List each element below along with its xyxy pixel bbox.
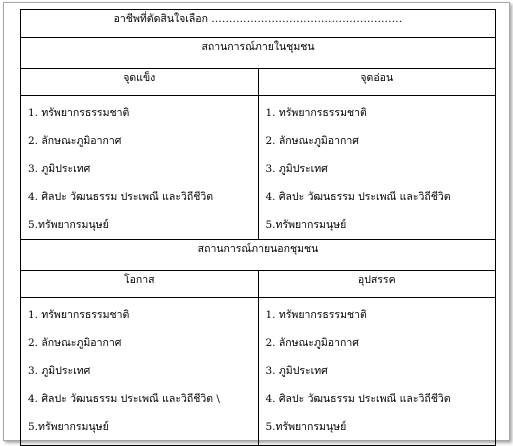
opportunities-heading: โอกาส xyxy=(21,271,259,298)
internal-headings-row xyxy=(21,69,496,96)
weaknesses-list-cell xyxy=(258,96,496,240)
threats-list-cell xyxy=(258,298,496,446)
list-item: 5.ทรัพยากรมนุษย์ xyxy=(265,219,347,231)
list-item: 1. ทรัพยากรธรรมชาติ xyxy=(28,107,130,119)
list-item: 5.ทรัพยากรมนุษย์ xyxy=(28,219,109,231)
threats-list xyxy=(259,298,496,445)
list-item: 4. ศิลปะ วัฒนธรรม ประเพณี และวิถีชีวิต xyxy=(265,191,451,203)
list-item: 3. ภูมิประเทศ xyxy=(28,163,91,175)
list-item: 2. ลักษณะภูมิอากาศ xyxy=(265,135,359,147)
occupation-label: อาชีพที่ตัดสินใจเลือก xyxy=(113,13,208,25)
internal-section-row xyxy=(21,38,496,69)
internal-lists-row xyxy=(21,96,496,240)
list-item: 4. ศิลปะ วัฒนธรรม ประเพณี และวิถีชีวิต xyxy=(28,191,214,203)
list-item: 5.ทรัพยากรมนุษย์ xyxy=(265,421,347,433)
occupation-cell xyxy=(21,10,496,38)
internal-section-title: สถานการณ์ภายในชุมชน xyxy=(21,38,496,69)
strengths-heading: จุดแข็ง xyxy=(21,69,259,96)
list-item: 3. ภูมิประเทศ xyxy=(265,163,328,175)
external-headings-row xyxy=(21,271,496,298)
opportunities-list-cell xyxy=(21,298,259,446)
list-item: 5.ทรัพยากรมนุษย์ xyxy=(28,421,109,433)
list-item: 4. ศิลปะ วัฒนธรรม ประเพณี และวิถีชีวิต \ xyxy=(28,393,220,405)
list-item: 1. ทรัพยากรธรรมชาติ xyxy=(265,107,367,119)
weaknesses-list xyxy=(259,96,496,239)
list-item: 3. ภูมิประเทศ xyxy=(265,365,328,377)
list-item: 1. ทรัพยากรธรรมชาติ xyxy=(265,309,367,321)
strengths-list xyxy=(21,96,258,239)
list-item: 2. ลักษณะภูมิอากาศ xyxy=(28,337,122,349)
external-section-row xyxy=(21,240,496,271)
occupation-blank: ...................................................... xyxy=(211,13,403,25)
list-item: 2. ลักษณะภูมิอากาศ xyxy=(265,337,359,349)
opportunities-list xyxy=(21,298,258,445)
occupation-row xyxy=(21,10,496,38)
list-item: 3. ภูมิประเทศ xyxy=(28,365,91,377)
external-section-title: สถานการณ์ภายนอกชุมชน xyxy=(21,240,496,271)
strengths-list-cell xyxy=(21,96,259,240)
external-lists-row xyxy=(21,298,496,446)
swot-table xyxy=(20,9,496,446)
list-item: 4. ศิลปะ วัฒนธรรม ประเพณี และวิถีชีวิต xyxy=(265,393,451,405)
document-frame xyxy=(3,2,510,441)
weaknesses-heading: จุดอ่อน xyxy=(258,69,496,96)
list-item: 1. ทรัพยากรธรรมชาติ xyxy=(28,309,130,321)
threats-heading: อุปสรรค xyxy=(258,271,496,298)
list-item: 2. ลักษณะภูมิอากาศ xyxy=(28,135,122,147)
